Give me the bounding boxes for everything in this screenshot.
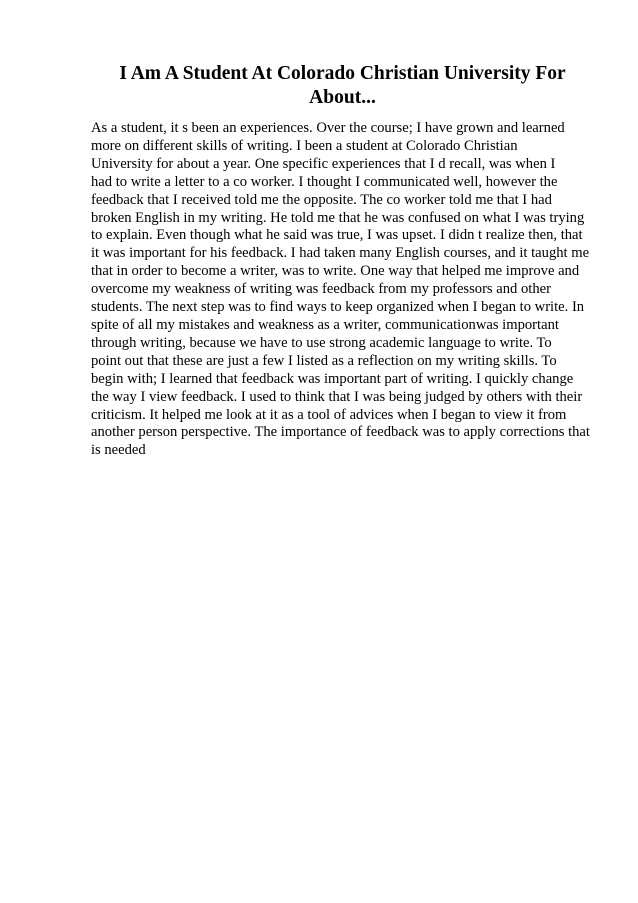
body-line: had to write a letter to a co worker. I thought I communicated well, however the [91,173,558,190]
title-line: About... [309,87,376,108]
body-line: feedback that I received told me the opposite. The co worker told me that I had [91,191,552,208]
body-line: point out that these are just a few I listed as a reflection on my writing skills. To [91,352,557,369]
body-line: is needed [91,442,146,459]
document-title [95,62,590,110]
body-line: spite of all my mistakes and weakness as a writer, communicationwas important [91,316,559,333]
body-line: criticism. It helped me look at it as a tool of advices when I began to view it from [91,406,567,423]
body-line: As a student, it s been an experiences. Over the course; I have grown and learned [91,120,565,136]
title-line: I Am A Student At Colorado Christian University For [119,63,566,84]
body-line: that in order to become a writer, was to write. One way that helped me improve and [91,263,580,280]
body-line: broken English in my writing. He told me that he was confused on what I was trying [91,209,585,226]
body-line: University for about a year. One specific experiences that I d recall, was when I [91,155,556,172]
body-line: it was important for his feedback. I had taken many English courses, and it taught me [91,245,590,262]
body-line: another person perspective. The importance of feedback was to apply corrections that [91,424,590,441]
document-body [91,120,611,460]
body-line: through writing, because we have to use strong academic language to write. To [91,334,552,351]
body-line: overcome my weakness of writing was feedback from my professors and other [91,281,551,298]
body-line: students. The next step was to find ways to keep organized when I began to write. In [91,299,585,316]
body-line: to explain. Even though what he said was true, I was upset. I didn t realize then, that [91,227,583,244]
body-line: more on different skills of writing. I been a student at Colorado Christian [91,137,518,154]
body-line: the way I view feedback. I used to think that I was being judged by others with their [91,388,583,405]
body-line: begin with; I learned that feedback was important part of writing. I quickly change [91,370,574,387]
